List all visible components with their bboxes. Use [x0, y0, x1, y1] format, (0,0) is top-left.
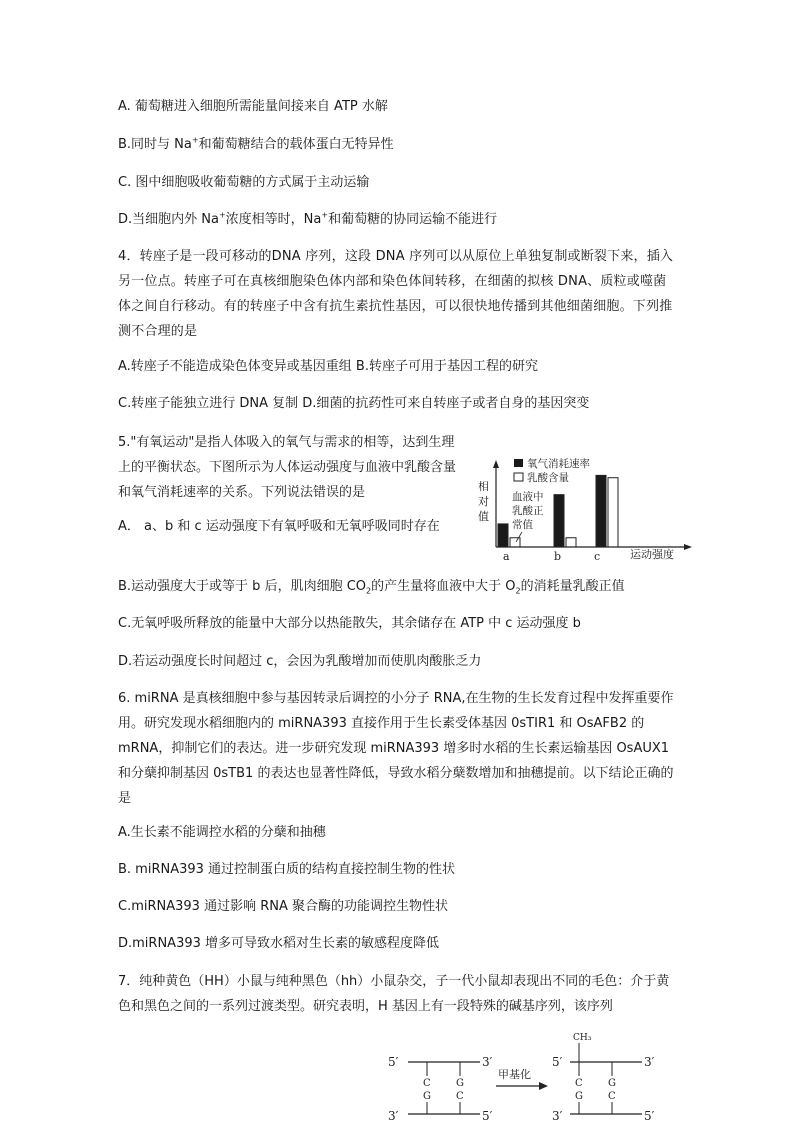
arrow-head	[539, 1082, 548, 1090]
q5-bar-chart	[456, 434, 692, 574]
bar-oxygen-c	[596, 475, 606, 547]
left-top-5: 5′	[388, 1055, 399, 1069]
q6-stem: 6. miRNA 是真核细胞中参与基因转录后调控的小分子 RNA,在生物的生长发育过程中发挥重要作用。研究发现水稻细胞内的 miRNA393 直接作用于生长素受体基因 0sTIR1 和 OsAFB2 的 mRNA，抑制它们的表达。进一步研究发现 miRNA393 增多时水稻的生长素运输基因 OsAUX1 和分蘖抑制基因 0sTB1 的表达也显著性降低，导致水稻分蘖数增加和抽穗提前。以下结论正确的是	[118, 691, 674, 806]
q3-option-a: A. 葡萄糖进入细胞所需能量间接来自 ATP 水解	[118, 99, 388, 114]
q3-d-sup1: +	[218, 210, 226, 220]
annotation-line-2: 乳酸正	[512, 505, 544, 517]
dna-methylation-figure	[380, 1026, 680, 1123]
right-bottom-5: 5′	[644, 1109, 655, 1123]
q3-d-text1: D.当细胞内外 Na	[118, 212, 219, 227]
left-base-1-top: C	[423, 1078, 431, 1089]
q5-option-a: A． a、b 和 c 运动强度下有氧呼吸和无氧呼吸同时存在	[118, 519, 440, 534]
annotation-line-3: 常值	[512, 519, 533, 531]
chart-ticks	[503, 550, 600, 563]
q3-d-text2: 浓度相等时，Na	[225, 212, 322, 227]
xlabel: 运动强度	[630, 548, 674, 561]
q3-option-c: C. 图中细胞吸收葡萄糖的方式属于主动运输	[118, 175, 370, 190]
q5-option-d: D.若运动强度长时间超过 c，会因为乳酸增加而使肌肉酸胀乏力	[118, 654, 482, 669]
ylabel-part-2: 对	[478, 495, 489, 508]
q5-b-text2: 的产生量将血液中大于 O	[371, 579, 516, 594]
right-base-1-bottom: G	[575, 1091, 583, 1102]
legend-swatch-oxygen	[514, 459, 523, 467]
dna-left	[388, 1055, 493, 1123]
left-base-1-bottom: G	[423, 1091, 431, 1102]
right-base-2-top: G	[608, 1078, 616, 1089]
q5-b-sub2: 2	[515, 586, 521, 596]
left-top-3: 3′	[482, 1055, 493, 1069]
legend-lactate: 乳酸含量	[527, 472, 569, 484]
ylabel-part-3: 值	[478, 510, 489, 523]
right-base-1-top: C	[575, 1078, 583, 1089]
tick-label-c: c	[594, 550, 601, 563]
q4-options-cd: C.转座子能独立进行 DNA 复制 D.细菌的抗药性可来自转座子或者自身的基因突变	[118, 396, 590, 411]
q3-b-sup: +	[191, 135, 199, 145]
bar-oxygen-a	[498, 524, 508, 547]
bar-oxygen-b	[554, 495, 564, 547]
chart-x-arrow	[684, 544, 692, 550]
right-top-5: 5′	[552, 1055, 563, 1069]
bar-lactate-b	[566, 538, 576, 547]
q5-stem: 5."有氧运动"是指人体吸入的氧气与需求的相等，达到生理上的平衡状态。下图所示为人体运动强度与血液中乳酸含量和氧气消耗速率的关系。下列说法错误的是	[118, 435, 457, 500]
q5-b-text1: B.运动强度大于或等于 b 后，肌肉细胞 CO	[118, 579, 367, 594]
legend-swatch-lactate	[514, 473, 523, 481]
q3-d-sup2: +	[321, 210, 329, 220]
q3-b-text2: 和葡萄糖结合的载体蛋白无特异性	[198, 137, 394, 152]
q5-option-b	[118, 578, 625, 596]
q7-stem: 7．纯种黄色（HH）小鼠与纯种黑色（hh）小鼠杂交，子一代小鼠却表现出不同的毛色：介于黄色和黑色之间的一系列过渡类型。研究表明，H 基因上有一段特殊的碱基序列，该序列	[118, 974, 670, 1014]
tick-label-b: b	[554, 550, 562, 563]
chart-y-arrow	[493, 460, 499, 468]
left-base-2-bottom: C	[456, 1091, 464, 1102]
tick-label-a: a	[503, 550, 510, 563]
right-bottom-3: 3′	[552, 1109, 563, 1123]
q3-option-d	[118, 211, 497, 229]
q6-option-a: A.生长素不能调控水稻的分蘖和抽穗	[118, 825, 326, 840]
bar-lactate-a	[510, 538, 520, 547]
ylabel-part-1: 相	[478, 480, 489, 493]
annotation-line-1: 血液中	[512, 491, 544, 503]
q4-options-ab: A.转座子不能造成染色体变异或基因重组 B.转座子可用于基因工程的研究	[118, 359, 538, 374]
q6-option-b: B. miRNA393 通过控制蛋白质的结构直接控制生物的性状	[118, 862, 456, 877]
q3-b-text1: B.同时与 Na	[118, 137, 192, 152]
left-base-2-top: G	[456, 1078, 464, 1089]
bar-lactate-c	[608, 478, 618, 547]
dna-right	[552, 1033, 655, 1123]
q6-option-c: C.miRNA393 通过影响 RNA 聚合酶的功能调控生物性状	[118, 899, 448, 914]
q3-d-text3: 和葡萄糖的协同运输不能进行	[328, 212, 498, 227]
legend-oxygen: 氧气消耗速率	[527, 458, 590, 470]
q4-stem: 4．转座子是一段可移动的DNA 序列，这段 DNA 序列可以从原位上单独复制或断裂下来，插入另一位点。转座子可在真核细胞染色体内部和染色体间转移，在细菌的拟核 DNA、质粒或噬菌体之间自行移动。有的转座子中含有抗生素抗性基因，可以很快地传播到其他细菌细胞。下列推测不合理的是	[118, 249, 674, 339]
left-bottom-3: 3′	[388, 1109, 399, 1123]
q3-option-b	[118, 136, 394, 154]
q5-b-text3: 的消耗量乳酸正值	[520, 579, 625, 594]
q6-option-d: D.miRNA393 增多可导致水稻对生长素的敏感程度降低	[118, 936, 440, 951]
right-base-2-bottom: C	[608, 1091, 616, 1102]
chart-legend	[514, 457, 590, 484]
left-bottom-5: 5′	[482, 1109, 493, 1123]
q5-b-sub1: 2	[366, 586, 372, 596]
arrow-label: 甲基化	[498, 1068, 531, 1081]
methyl-group: CH₃	[573, 1033, 592, 1043]
methylation-arrow	[496, 1067, 548, 1090]
q5-option-c: C.无氧呼吸所释放的能量中大部分以热能散失，其余储存在 ATP 中 c 运动强度 b	[118, 616, 581, 631]
right-top-3: 3′	[644, 1055, 655, 1069]
